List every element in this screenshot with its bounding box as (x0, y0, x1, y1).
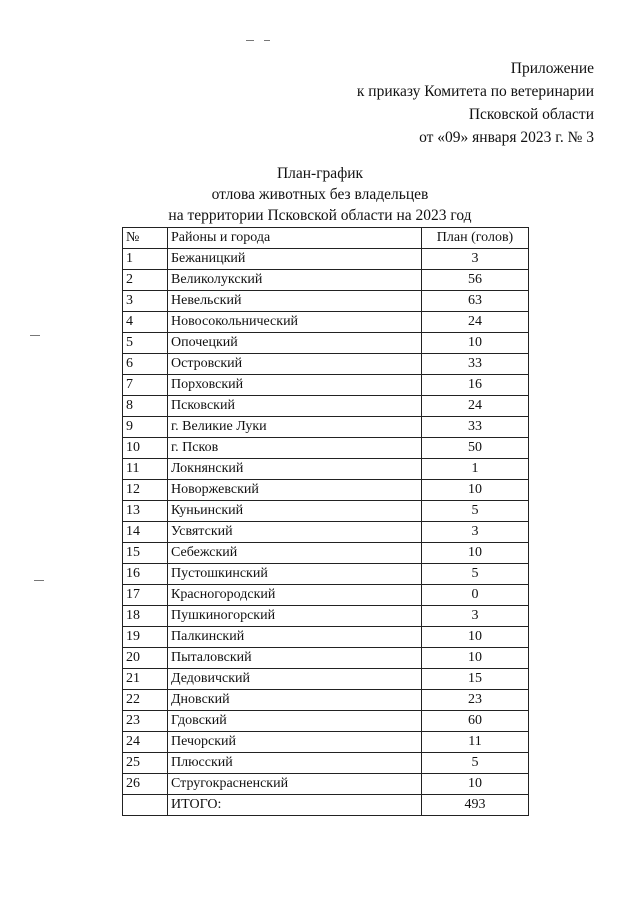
row-plan-cell: 5 (422, 564, 529, 585)
row-district-cell: Бежаницкий (168, 249, 422, 270)
table-row (123, 627, 529, 648)
header-num: № (123, 228, 168, 249)
row-plan-cell: 0 (422, 585, 529, 606)
row-plan-cell: 50 (422, 438, 529, 459)
row-plan-cell: 33 (422, 354, 529, 375)
row-num-cell: 22 (123, 690, 168, 711)
row-num-cell: 3 (123, 291, 168, 312)
row-num-cell: 4 (123, 312, 168, 333)
row-plan-cell: 23 (422, 690, 529, 711)
row-district-cell: Куньинский (168, 501, 422, 522)
row-num-cell: 9 (123, 417, 168, 438)
row-district-cell: Усвятский (168, 522, 422, 543)
row-plan-cell: 5 (422, 753, 529, 774)
table-row (123, 312, 529, 333)
total-label: ИТОГО: (168, 795, 422, 816)
table-row (123, 606, 529, 627)
row-num-cell: 25 (123, 753, 168, 774)
table-row (123, 480, 529, 501)
title-line: План-график (276, 165, 364, 182)
appendix-line: от «09» января 2023 г. № 3 (419, 129, 594, 146)
row-district-cell: г. Великие Луки (168, 417, 422, 438)
total-num-cell (123, 795, 168, 816)
row-plan-cell: 10 (422, 648, 529, 669)
table-header-row (123, 228, 529, 249)
row-num-cell: 17 (123, 585, 168, 606)
row-district-cell: Палкинский (168, 627, 422, 648)
row-district-cell: Новоржевский (168, 480, 422, 501)
table-row (123, 669, 529, 690)
row-plan-cell: 33 (422, 417, 529, 438)
row-plan-cell: 5 (422, 501, 529, 522)
row-district-cell: Дедовичский (168, 669, 422, 690)
row-district-cell: Пустошкинский (168, 564, 422, 585)
table-row (123, 438, 529, 459)
row-plan-cell: 10 (422, 543, 529, 564)
row-num-cell: 12 (123, 480, 168, 501)
document-title (0, 163, 640, 226)
row-district-cell: Плюсский (168, 753, 422, 774)
table-body (123, 249, 529, 816)
total-row (123, 795, 529, 816)
row-district-cell: Дновский (168, 690, 422, 711)
row-district-cell: Локнянский (168, 459, 422, 480)
table-row (123, 585, 529, 606)
row-num-cell: 8 (123, 396, 168, 417)
scan-mark-top-2 (264, 40, 270, 41)
table-row (123, 501, 529, 522)
row-num-cell: 15 (123, 543, 168, 564)
table-row (123, 249, 529, 270)
table-row (123, 690, 529, 711)
row-district-cell: г. Псков (168, 438, 422, 459)
row-num-cell: 26 (123, 774, 168, 795)
row-plan-cell: 10 (422, 627, 529, 648)
row-plan-cell: 24 (422, 312, 529, 333)
row-plan-cell: 24 (422, 396, 529, 417)
table-row (123, 648, 529, 669)
appendix-line: Псковской области (468, 106, 594, 123)
appendix-line: к приказу Комитета по ветеринарии (356, 83, 594, 100)
row-num-cell: 23 (123, 711, 168, 732)
row-district-cell: Пыталовский (168, 648, 422, 669)
row-district-cell: Красногородский (168, 585, 422, 606)
row-plan-cell: 1 (422, 459, 529, 480)
row-district-cell: Островский (168, 354, 422, 375)
row-num-cell: 6 (123, 354, 168, 375)
row-num-cell: 18 (123, 606, 168, 627)
row-plan-cell: 10 (422, 774, 529, 795)
table-row (123, 333, 529, 354)
total-value: 493 (422, 795, 529, 816)
row-num-cell: 5 (123, 333, 168, 354)
title-line: отлова животных без владельцев (211, 186, 429, 203)
row-plan-cell: 3 (422, 522, 529, 543)
row-plan-cell: 11 (422, 732, 529, 753)
row-num-cell: 20 (123, 648, 168, 669)
row-plan-cell: 10 (422, 333, 529, 354)
row-plan-cell: 16 (422, 375, 529, 396)
row-num-cell: 11 (123, 459, 168, 480)
plan-table (122, 227, 529, 816)
row-district-cell: Себежский (168, 543, 422, 564)
row-plan-cell: 60 (422, 711, 529, 732)
scan-mark-left-2 (34, 580, 44, 581)
row-district-cell: Великолукский (168, 270, 422, 291)
row-plan-cell: 3 (422, 249, 529, 270)
table-row (123, 753, 529, 774)
row-plan-cell: 15 (422, 669, 529, 690)
table-row (123, 291, 529, 312)
row-district-cell: Опочецкий (168, 333, 422, 354)
row-plan-cell: 63 (422, 291, 529, 312)
table-row (123, 543, 529, 564)
row-district-cell: Порховский (168, 375, 422, 396)
row-num-cell: 21 (123, 669, 168, 690)
table-row (123, 711, 529, 732)
row-num-cell: 1 (123, 249, 168, 270)
table-row (123, 375, 529, 396)
table-row (123, 732, 529, 753)
row-plan-cell: 56 (422, 270, 529, 291)
row-num-cell: 14 (123, 522, 168, 543)
row-num-cell: 16 (123, 564, 168, 585)
table-row (123, 270, 529, 291)
row-district-cell: Новосокольнический (168, 312, 422, 333)
row-num-cell: 13 (123, 501, 168, 522)
table-row (123, 522, 529, 543)
table-row (123, 564, 529, 585)
table-row (123, 774, 529, 795)
header-plan: План (голов) (422, 228, 529, 249)
table-row (123, 354, 529, 375)
row-district-cell: Стругокрасненский (168, 774, 422, 795)
row-num-cell: 7 (123, 375, 168, 396)
row-district-cell: Невельский (168, 291, 422, 312)
row-plan-cell: 3 (422, 606, 529, 627)
row-num-cell: 10 (123, 438, 168, 459)
row-district-cell: Псковский (168, 396, 422, 417)
row-district-cell: Печорский (168, 732, 422, 753)
table-row (123, 396, 529, 417)
row-num-cell: 24 (123, 732, 168, 753)
table-row (123, 459, 529, 480)
row-num-cell: 19 (123, 627, 168, 648)
table-row (123, 417, 529, 438)
scan-mark-left-1 (30, 335, 40, 336)
header-district: Районы и города (168, 228, 422, 249)
title-line: на территории Псковской области на 2023 год (168, 207, 472, 224)
appendix-header (357, 57, 594, 149)
scan-mark-top (246, 40, 254, 41)
row-district-cell: Пушкиногорский (168, 606, 422, 627)
appendix-line: Приложение (510, 60, 594, 77)
row-plan-cell: 10 (422, 480, 529, 501)
row-district-cell: Гдовский (168, 711, 422, 732)
row-num-cell: 2 (123, 270, 168, 291)
